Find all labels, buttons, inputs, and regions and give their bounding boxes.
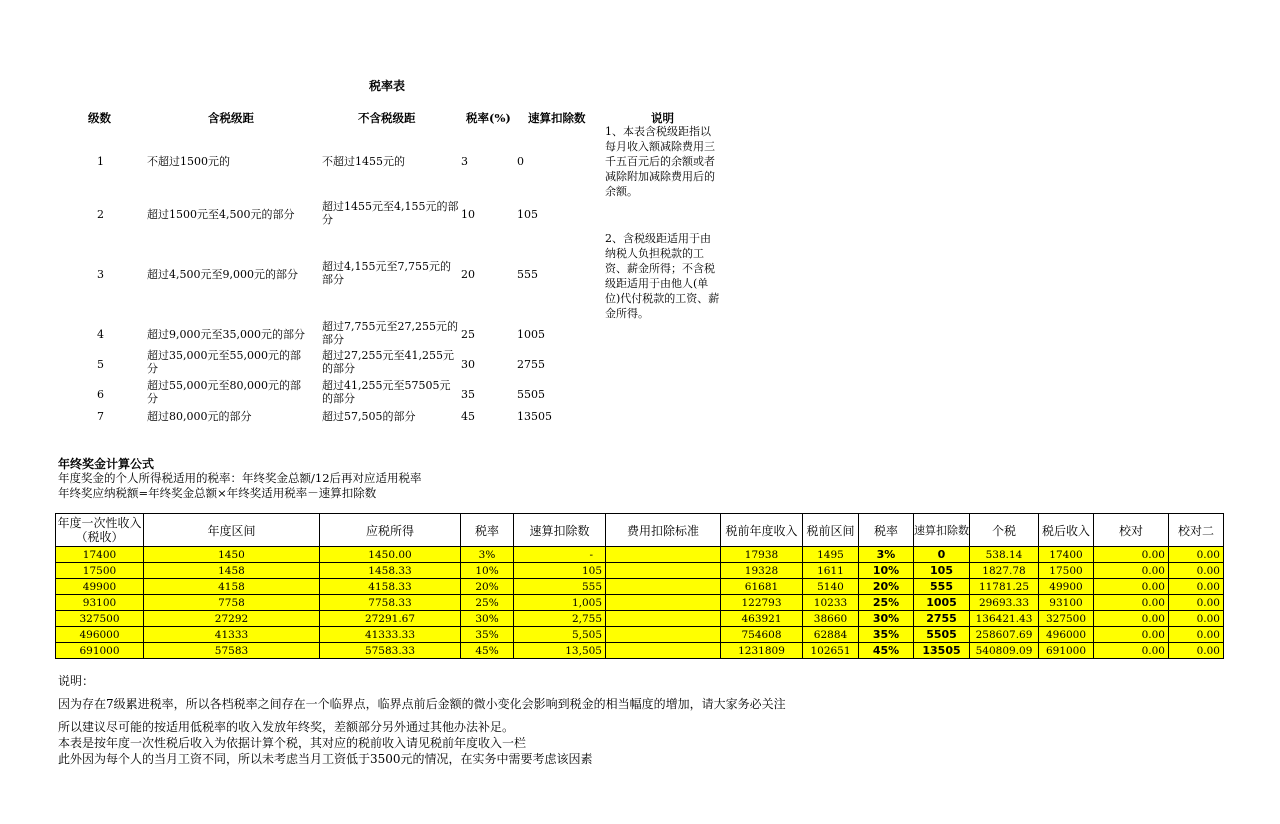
rate-row-7-taxable: 超过80,000元的部分 <box>147 410 252 423</box>
note-1: 1、本表含税级距指以每月收入额减除费用三千五百元后的余额或者减除附加减除费用后的余额。 <box>605 125 715 198</box>
cell-deduction[interactable]: 105 <box>514 563 606 579</box>
cell-annual-income[interactable]: 327500 <box>56 611 144 627</box>
cell-expense-standard[interactable] <box>606 627 721 643</box>
cell-deduction-2[interactable]: 2755 <box>914 611 970 627</box>
cell-check-2[interactable]: 0.00 <box>1169 579 1224 595</box>
col-header-deduction-2: 速算扣除数 <box>914 514 970 547</box>
cell-taxable-income[interactable]: 41333.33 <box>320 627 461 643</box>
cell-annual-income[interactable]: 17400 <box>56 547 144 563</box>
cell-tax[interactable]: 258607.69 <box>970 627 1039 643</box>
col-header-annual-income: 年度一次性收入（税收） <box>56 514 144 547</box>
header-rate: 税率(%) <box>466 111 511 125</box>
cell-check-2[interactable]: 0.00 <box>1169 627 1224 643</box>
cell-annual-range[interactable]: 41333 <box>144 627 320 643</box>
cell-deduction[interactable]: 2,755 <box>514 611 606 627</box>
cell-check-2[interactable]: 0.00 <box>1169 547 1224 563</box>
cell-check-2[interactable]: 0.00 <box>1169 595 1224 611</box>
header-note: 说明 <box>651 111 674 125</box>
note-2: 2、含税级距适用于由纳税人负担税款的工资、薪金所得；不含税级距适用于由他人(单位)代付税款的工资、薪金所得。 <box>605 232 720 320</box>
cell-pretax-range[interactable]: 102651 <box>803 643 859 659</box>
cell-rate-2[interactable]: 25% <box>859 595 914 611</box>
calc-table-row <box>56 595 1224 611</box>
cell-deduction[interactable]: 555 <box>514 579 606 595</box>
rate-row-6-non-taxable: 超过41,255元至57505元的部分 <box>322 379 451 405</box>
calc-table-row <box>56 547 1224 563</box>
col-header-tax: 个税 <box>970 514 1039 547</box>
header-level: 级数 <box>88 111 111 125</box>
cell-rate[interactable]: 30% <box>461 611 514 627</box>
cell-check[interactable]: 0.00 <box>1094 627 1169 643</box>
cell-taxable-income[interactable]: 7758.33 <box>320 595 461 611</box>
cell-annual-range[interactable]: 4158 <box>144 579 320 595</box>
rate-row-1-taxable: 不超过1500元的 <box>147 155 230 168</box>
rate-row-4-taxable: 超过9,000元至35,000元的部分 <box>147 328 305 341</box>
cell-pretax-range[interactable]: 5140 <box>803 579 859 595</box>
cell-check[interactable]: 0.00 <box>1094 563 1169 579</box>
cell-tax[interactable]: 136421.43 <box>970 611 1039 627</box>
cell-rate-2[interactable]: 10% <box>859 563 914 579</box>
rate-row-7-level: 7 <box>97 410 104 423</box>
cell-deduction[interactable]: 5,505 <box>514 627 606 643</box>
cell-check-2[interactable]: 0.00 <box>1169 643 1224 659</box>
cell-pretax-income[interactable]: 19328 <box>721 563 803 579</box>
rate-row-6-deduction: 5505 <box>517 388 545 401</box>
cell-rate-2[interactable]: 30% <box>859 611 914 627</box>
cell-taxable-income[interactable]: 57583.33 <box>320 643 461 659</box>
rate-row-3-taxable: 超过4,500元至9,000元的部分 <box>147 268 298 281</box>
cell-aftertax-income[interactable]: 496000 <box>1039 627 1094 643</box>
calc-table-row <box>56 643 1224 659</box>
cell-annual-range[interactable]: 1450 <box>144 547 320 563</box>
cell-expense-standard[interactable] <box>606 643 721 659</box>
rate-row-2-non-taxable: 超过1455元至4,155元的部分 <box>322 200 459 226</box>
calc-table-body <box>56 547 1224 659</box>
cell-pretax-income[interactable]: 17938 <box>721 547 803 563</box>
cell-rate[interactable]: 3% <box>461 547 514 563</box>
cell-annual-income[interactable]: 17500 <box>56 563 144 579</box>
col-header-pretax-range: 税前区间 <box>803 514 859 547</box>
rate-table-title: 税率表 <box>369 79 406 93</box>
rate-table-notes <box>605 124 720 321</box>
cell-annual-income[interactable]: 496000 <box>56 627 144 643</box>
cell-pretax-income[interactable]: 1231809 <box>721 643 803 659</box>
rate-row-2-rate: 10 <box>461 208 475 221</box>
cell-taxable-income[interactable]: 27291.67 <box>320 611 461 627</box>
cell-tax[interactable]: 540809.09 <box>970 643 1039 659</box>
cell-rate-2[interactable]: 3% <box>859 547 914 563</box>
cell-deduction-2[interactable]: 105 <box>914 563 970 579</box>
formula-line-1: 年度奖金的个人所得税适用的税率：年终奖金总额/12后再对应适用税率 <box>58 471 422 485</box>
explanation-line-1: 因为存在7级累进税率，所以各档税率之间存在一个临界点，临界点前后金额的微小变化会影响到税金的相当幅度的增加，请大家务必关注 <box>58 697 786 711</box>
calc-table-row <box>56 627 1224 643</box>
cell-annual-range[interactable]: 7758 <box>144 595 320 611</box>
cell-rate-2[interactable]: 35% <box>859 627 914 643</box>
cell-pretax-income[interactable]: 463921 <box>721 611 803 627</box>
cell-expense-standard[interactable] <box>606 547 721 563</box>
calc-table-row <box>56 611 1224 627</box>
cell-rate-2[interactable]: 45% <box>859 643 914 659</box>
cell-expense-standard[interactable] <box>606 579 721 595</box>
cell-rate[interactable]: 10% <box>461 563 514 579</box>
cell-taxable-income[interactable]: 4158.33 <box>320 579 461 595</box>
cell-taxable-income[interactable]: 1450.00 <box>320 547 461 563</box>
cell-rate[interactable]: 25% <box>461 595 514 611</box>
cell-check[interactable]: 0.00 <box>1094 579 1169 595</box>
cell-taxable-income[interactable]: 1458.33 <box>320 563 461 579</box>
cell-rate[interactable]: 20% <box>461 579 514 595</box>
rate-row-4-level: 4 <box>97 328 104 341</box>
cell-deduction-2[interactable]: 5505 <box>914 627 970 643</box>
cell-aftertax-income[interactable]: 17400 <box>1039 547 1094 563</box>
cell-pretax-income[interactable]: 61681 <box>721 579 803 595</box>
rate-row-3-level: 3 <box>97 268 104 281</box>
col-header-rate-2: 税率 <box>859 514 914 547</box>
rate-row-1-deduction: 0 <box>517 155 524 168</box>
header-taxable-range: 含税级距 <box>208 111 254 125</box>
cell-deduction-2[interactable]: 555 <box>914 579 970 595</box>
rate-row-7-deduction: 13505 <box>517 410 552 423</box>
cell-aftertax-income[interactable]: 49900 <box>1039 579 1094 595</box>
cell-rate[interactable]: 35% <box>461 627 514 643</box>
cell-tax[interactable]: 538.14 <box>970 547 1039 563</box>
cell-deduction[interactable]: 1,005 <box>514 595 606 611</box>
rate-row-7-rate: 45 <box>461 410 475 423</box>
rate-row-4-non-taxable: 超过7,755元至27,255元的部分 <box>322 320 458 346</box>
explanation-title: 说明： <box>58 674 95 688</box>
explanation-line-2: 所以建议尽可能的按适用低税率的收入发放年终奖，差额部分另外通过其他办法补足。 <box>58 720 515 734</box>
calc-table-row <box>56 579 1224 595</box>
header-non-taxable-range: 不含税级距 <box>358 111 416 125</box>
col-header-pretax-income: 税前年度收入 <box>721 514 803 547</box>
cell-expense-standard[interactable] <box>606 563 721 579</box>
cell-annual-range[interactable]: 57583 <box>144 643 320 659</box>
rate-row-5-rate: 30 <box>461 358 475 371</box>
cell-deduction-2[interactable]: 13505 <box>914 643 970 659</box>
rate-row-4-deduction: 1005 <box>517 328 545 341</box>
cell-rate-2[interactable]: 20% <box>859 579 914 595</box>
col-header-deduction: 速算扣除数 <box>514 514 606 547</box>
cell-deduction[interactable]: - <box>514 547 606 563</box>
rate-row-1-level: 1 <box>97 155 104 168</box>
formula-title: 年终奖金计算公式 <box>58 457 155 471</box>
calc-table-row <box>56 563 1224 579</box>
cell-aftertax-income[interactable]: 17500 <box>1039 563 1094 579</box>
rate-row-3-non-taxable: 超过4,155元至7,755元的部分 <box>322 260 451 286</box>
cell-deduction-2[interactable]: 1005 <box>914 595 970 611</box>
cell-check[interactable]: 0.00 <box>1094 611 1169 627</box>
rate-row-5-deduction: 2755 <box>517 358 545 371</box>
rate-row-5-level: 5 <box>97 358 104 371</box>
cell-pretax-income[interactable]: 754608 <box>721 627 803 643</box>
cell-check[interactable]: 0.00 <box>1094 547 1169 563</box>
cell-pretax-range[interactable]: 10233 <box>803 595 859 611</box>
cell-expense-standard[interactable] <box>606 595 721 611</box>
rate-row-5-taxable: 超过35,000元至55,000元的部分 <box>147 349 301 375</box>
cell-annual-range[interactable]: 27292 <box>144 611 320 627</box>
col-header-expense-standard: 费用扣除标准 <box>606 514 721 547</box>
cell-expense-standard[interactable] <box>606 611 721 627</box>
rate-row-6-level: 6 <box>97 388 104 401</box>
rate-row-1-non-taxable: 不超过1455元的 <box>322 155 405 168</box>
cell-annual-range[interactable]: 1458 <box>144 563 320 579</box>
explanation-line-4: 此外因为每个人的当月工资不同，所以未考虑当月工资低于3500元的情况，在实务中需要考虑该因素 <box>58 752 593 766</box>
col-header-aftertax-income: 税后收入 <box>1039 514 1094 547</box>
rate-row-2-deduction: 105 <box>517 208 538 221</box>
cell-tax[interactable]: 1827.78 <box>970 563 1039 579</box>
cell-pretax-range[interactable]: 38660 <box>803 611 859 627</box>
rate-row-2-taxable: 超过1500元至4,500元的部分 <box>147 208 295 221</box>
cell-aftertax-income[interactable]: 93100 <box>1039 595 1094 611</box>
rate-row-3-rate: 20 <box>461 268 475 281</box>
cell-pretax-range[interactable]: 1611 <box>803 563 859 579</box>
calc-header-row <box>56 514 1224 547</box>
rate-row-6-rate: 35 <box>461 388 475 401</box>
cell-pretax-range[interactable]: 1495 <box>803 547 859 563</box>
cell-annual-income[interactable]: 93100 <box>56 595 144 611</box>
col-header-check-2: 校对二 <box>1169 514 1224 547</box>
rate-row-6-taxable: 超过55,000元至80,000元的部分 <box>147 379 301 405</box>
cell-aftertax-income[interactable]: 691000 <box>1039 643 1094 659</box>
formula-line-2: 年终奖应纳税额=年终奖金总额×年终奖适用税率－速算扣除数 <box>58 486 377 500</box>
rate-row-7-non-taxable: 超过57,505的部分 <box>322 410 416 423</box>
cell-rate[interactable]: 45% <box>461 643 514 659</box>
col-header-check: 校对 <box>1094 514 1169 547</box>
rate-row-2-level: 2 <box>97 208 104 221</box>
bonus-calc-table <box>55 513 1224 659</box>
header-deduction: 速算扣除数 <box>528 111 586 125</box>
rate-row-4-rate: 25 <box>461 328 475 341</box>
col-header-taxable-income: 应税所得 <box>320 514 461 547</box>
cell-pretax-income[interactable]: 122793 <box>721 595 803 611</box>
cell-tax[interactable]: 29693.33 <box>970 595 1039 611</box>
rate-row-3-deduction: 555 <box>517 268 538 281</box>
rate-row-1-rate: 3 <box>461 155 468 168</box>
cell-annual-income[interactable]: 691000 <box>56 643 144 659</box>
cell-tax[interactable]: 11781.25 <box>970 579 1039 595</box>
cell-check[interactable]: 0.00 <box>1094 595 1169 611</box>
cell-aftertax-income[interactable]: 327500 <box>1039 611 1094 627</box>
cell-check-2[interactable]: 0.00 <box>1169 611 1224 627</box>
cell-pretax-range[interactable]: 62884 <box>803 627 859 643</box>
cell-check[interactable]: 0.00 <box>1094 643 1169 659</box>
col-header-annual-range: 年度区间 <box>144 514 320 547</box>
cell-deduction-2[interactable]: 0 <box>914 547 970 563</box>
explanation-line-3: 本表是按年度一次性税后收入为依据计算个税，其对应的税前收入请见税前年度收入一栏 <box>58 736 527 750</box>
cell-deduction[interactable]: 13,505 <box>514 643 606 659</box>
cell-annual-income[interactable]: 49900 <box>56 579 144 595</box>
rate-row-5-non-taxable: 超过27,255元至41,255元的部分 <box>322 349 454 375</box>
cell-check-2[interactable]: 0.00 <box>1169 563 1224 579</box>
col-header-rate: 税率 <box>461 514 514 547</box>
